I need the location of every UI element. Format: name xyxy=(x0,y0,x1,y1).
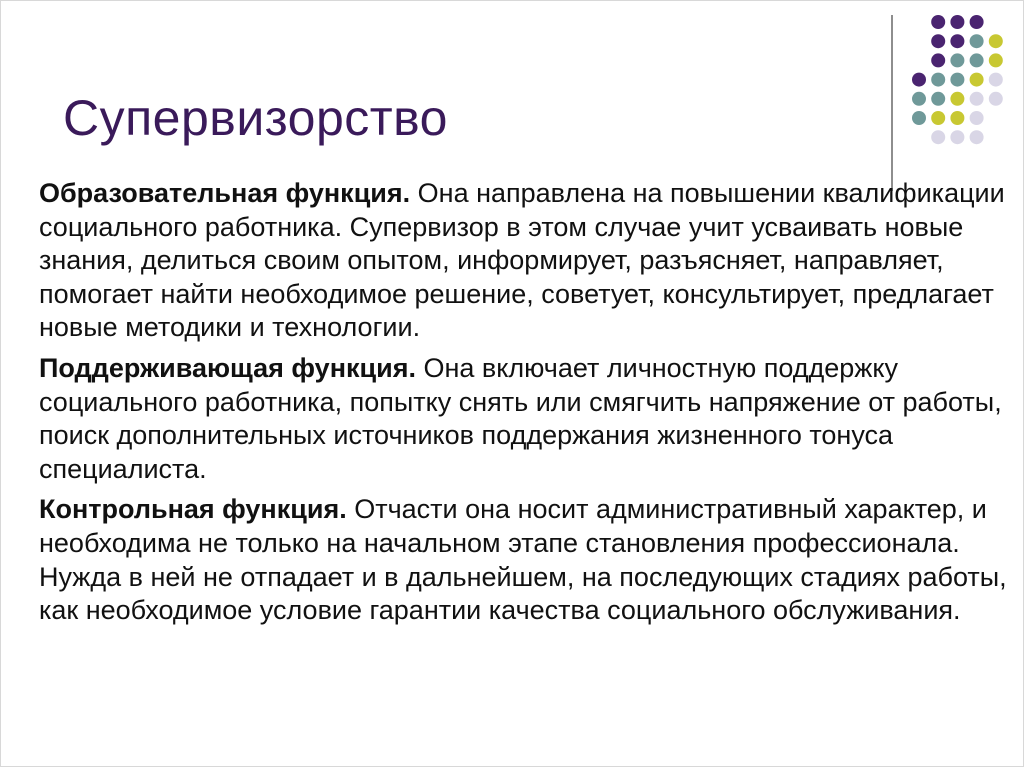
decorative-dot xyxy=(950,34,964,48)
decorative-dot xyxy=(950,111,964,125)
decorative-dot xyxy=(912,111,926,125)
paragraph-control xyxy=(39,493,1014,627)
decorative-dot xyxy=(931,111,945,125)
decorative-dot xyxy=(950,130,964,144)
decorative-dot xyxy=(970,73,984,87)
decorative-dot xyxy=(970,15,984,29)
decorative-dot xyxy=(989,34,1003,48)
vertical-divider xyxy=(891,15,893,191)
paragraph-heading: Контрольная функция. xyxy=(39,494,347,525)
paragraph-text: Она включает личностную поддержку социального работника, попытку снять или смягчить напряжение от работы, поиск дополнительных источников поддержания жизненного тонуса специалиста. xyxy=(39,352,1002,484)
paragraph-supportive xyxy=(39,352,1014,486)
decorative-dot xyxy=(970,130,984,144)
decorative-dot xyxy=(970,92,984,106)
decorative-dot xyxy=(931,53,945,67)
decorative-dot xyxy=(931,15,945,29)
paragraph-heading: Поддерживающая функция. xyxy=(39,352,416,383)
decorative-dot xyxy=(912,73,926,87)
decorative-dot xyxy=(970,111,984,125)
paragraph-educational xyxy=(39,177,1014,345)
decorative-dot xyxy=(912,92,926,106)
decorative-dot xyxy=(970,53,984,67)
decorative-dot xyxy=(931,92,945,106)
decorative-dot xyxy=(970,34,984,48)
decorative-dot xyxy=(931,73,945,87)
decorative-dot xyxy=(950,73,964,87)
decorative-dot xyxy=(931,34,945,48)
paragraph-text: Отчасти она носит административный характер, и необходима не только на начальном этапе становления профессионала. Нужда в ней не отпадает и в дальнейшем, на последующих стадиях работы, как необходимое условие гарантии качества социального обслуживания. xyxy=(39,494,1007,626)
decorative-dot xyxy=(950,15,964,29)
decorative-dot xyxy=(950,53,964,67)
paragraph-heading: Образовательная функция. xyxy=(39,178,411,208)
paragraph-text: Она направлена на повышении квалификации социального работника. Супервизор в этом случае учит усваивать новые знания, делиться своим опытом, информирует, разъясняет, направляет, помогает найти необходимое решение, советует, консультирует, предлагает новые методики и технологии. xyxy=(39,178,1005,343)
decorative-dot xyxy=(989,53,1003,67)
slide-title: Супервизорство xyxy=(63,90,448,146)
decorative-dot xyxy=(931,130,945,144)
decorative-dot xyxy=(989,73,1003,87)
decorative-dot xyxy=(950,92,964,106)
decorative-dot xyxy=(989,92,1003,106)
slide-body xyxy=(39,177,1014,635)
